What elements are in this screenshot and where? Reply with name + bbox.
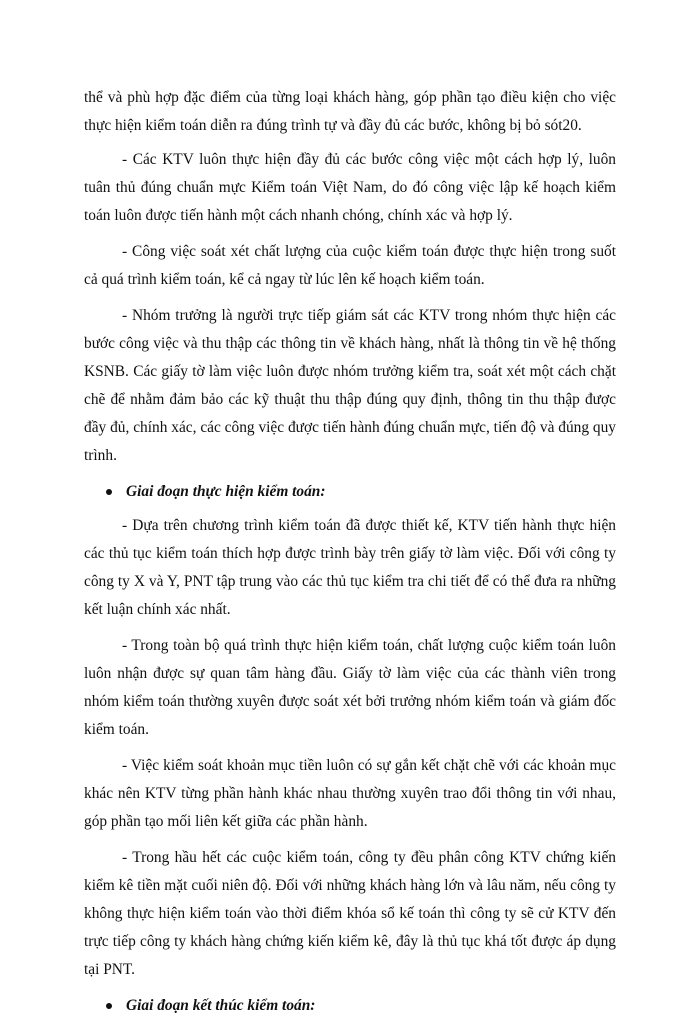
section-heading-completion bbox=[84, 992, 616, 1020]
heading-execution-label: Giai đoạn thực hiện kiểm toán: bbox=[126, 483, 326, 500]
paragraph-quality-review: - Công việc soát xét chất lượng của cuộc kiểm toán được thực hiện trong suốt cả quá trình kiểm toán, kể cả ngay từ lúc lên kế hoạch kiểm toán. bbox=[84, 243, 616, 288]
paragraph-continuation: thể và phù hợp đặc điểm của từng loại khách hàng, góp phần tạo điều kiện cho việc thực hiện kiểm toán diễn ra đúng trình tự và đầy đủ các bước, không bị bỏ sót20. bbox=[84, 89, 616, 134]
paragraph-ktv-steps: - Các KTV luôn thực hiện đầy đủ các bước công việc một cách hợp lý, luôn tuân thủ đúng chuẩn mực Kiểm toán Việt Nam, do đó công việc lập kế hoạch kiểm toán luôn được tiến hành một cách nhanh chóng, chính xác và hợp lý. bbox=[84, 151, 616, 224]
paragraph-team-leader: - Nhóm trưởng là người trực tiếp giám sát các KTV trong nhóm thực hiện các bước công việc và thu thập các thông tin về khách hàng, nhất là thông tin về hệ thống KSNB. Các giấy tờ làm việc luôn được nhóm trưởng kiểm tra, soát xét một cách chặt chẽ để nhằm đảm bảo các kỹ thuật thu thập đúng quy định, thông tin thu thập được đầy đủ, chính xác, các công việc được tiến hành đúng chuẩn mực, tiến độ và đúng quy trình. bbox=[84, 307, 616, 464]
paragraph-quality-attention: - Trong toàn bộ quá trình thực hiện kiểm toán, chất lượng cuộc kiểm toán luôn luôn nhận được sự quan tâm hàng đầu. Giấy tờ làm việc của các thành viên trong nhóm kiểm toán thường xuyên được soát xét bởi trưởng nhóm kiểm toán và giám đốc kiểm toán. bbox=[84, 637, 616, 738]
paragraph-audit-program: - Dựa trên chương trình kiểm toán đã được thiết kế, KTV tiến hành thực hiện các thủ tục kiểm toán thích hợp được trình bày trên giấy tờ làm việc. Đối với công ty công ty X và Y, PNT tập trung vào các thủ tục kiểm tra chi tiết để có thể đưa ra những kết luận chính xác nhất. bbox=[84, 517, 616, 618]
section-heading-execution bbox=[84, 478, 616, 506]
paragraph-cash-control: - Việc kiểm soát khoản mục tiền luôn có sự gắn kết chặt chẽ với các khoản mục khác nên KTV từng phần hành khác nhau thường xuyên trao đổi thông tin với nhau, góp phần tạo mối liên kết giữa các phần hành. bbox=[84, 757, 616, 830]
bullet-icon bbox=[106, 1003, 112, 1009]
bullet-icon bbox=[106, 489, 112, 495]
paragraph-cash-count: - Trong hầu hết các cuộc kiểm toán, công ty đều phân công KTV chứng kiến kiểm kê tiền mặt cuối niên độ. Đối với những khách hàng lớn và lâu năm, nếu công ty không thực hiện kiểm toán vào thời điểm khóa sổ kế toán thì công ty sẽ cử KTV đến trực tiếp công ty khách hàng chứng kiến kiểm kê, đây là thủ tục khá tốt được áp dụng tại PNT. bbox=[84, 849, 616, 978]
heading-completion-label: Giai đoạn kết thúc kiểm toán: bbox=[126, 997, 316, 1014]
